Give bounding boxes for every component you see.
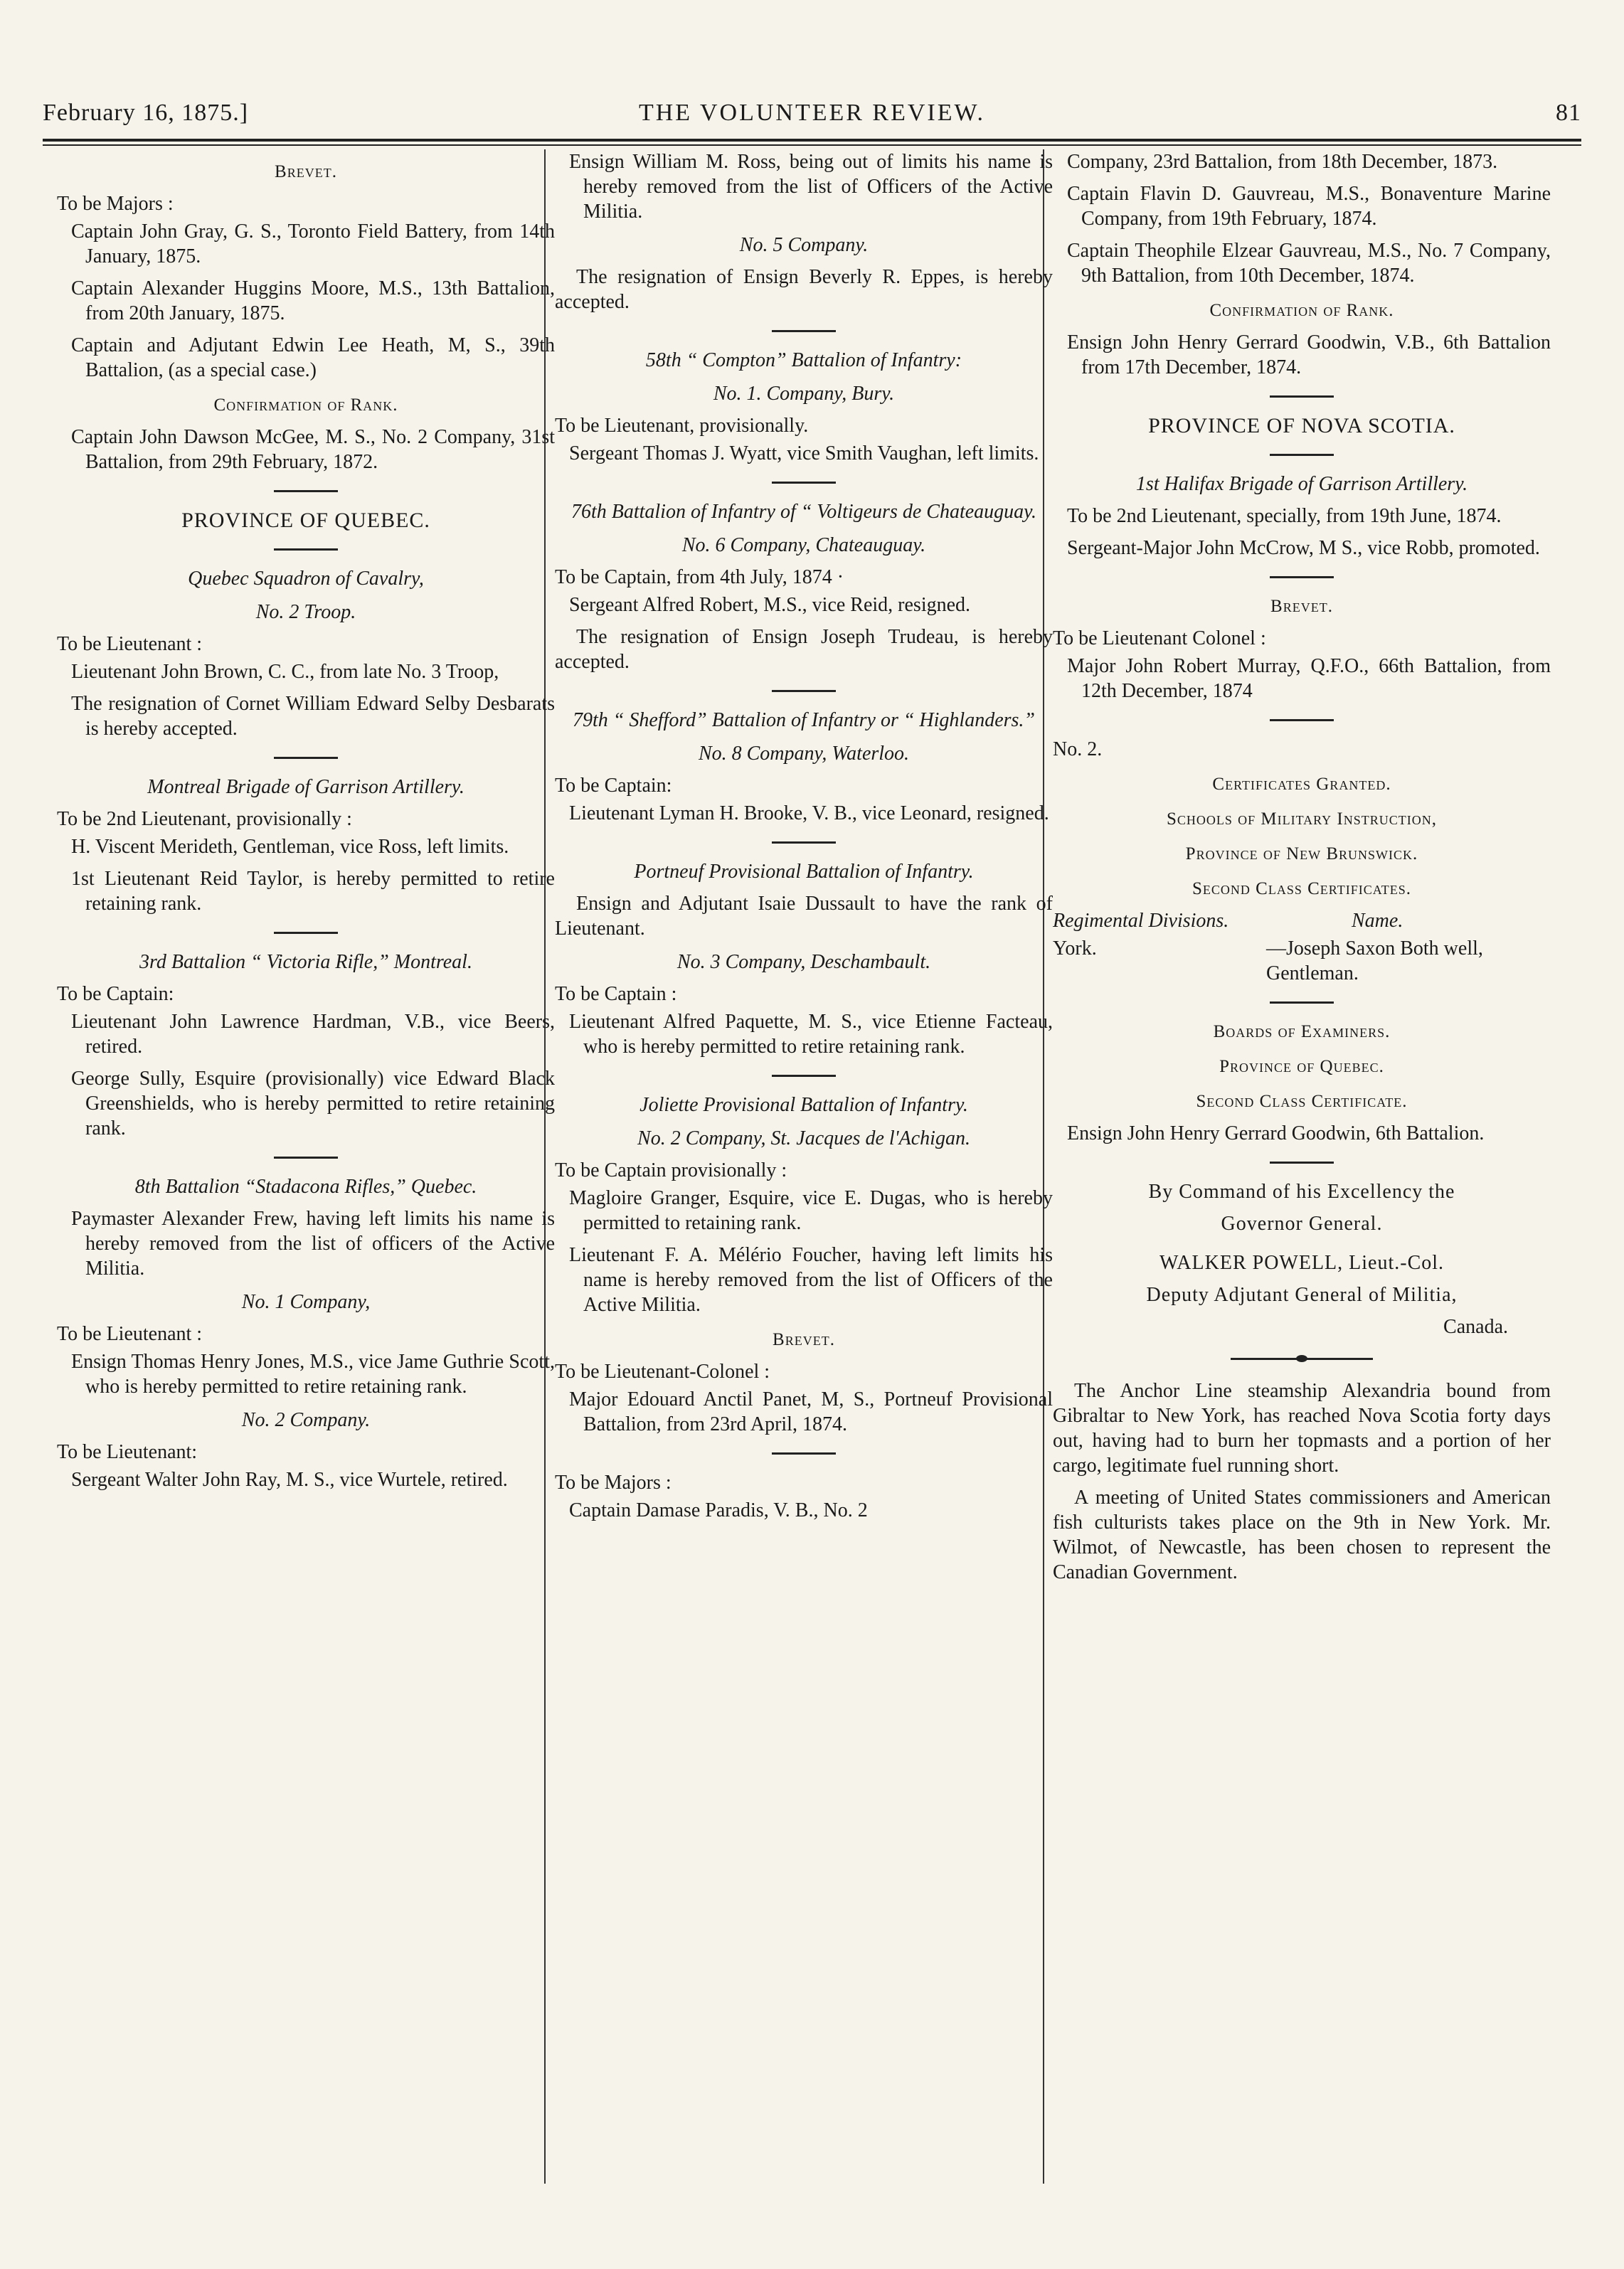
appointment-label: To be Captain:: [555, 775, 672, 797]
certificate-row: [1053, 936, 1551, 961]
subunit-heading: No. 2 Company, St. Jacques de l'Achigan.: [637, 1127, 970, 1149]
entry: Lieutenant F. A. Mélério Foucher, having left limits his name is hereby removed from the list of Officers of the Active Militia.: [569, 1244, 1053, 1316]
subunit-heading: No. 1 Company,: [241, 1291, 371, 1313]
subunit-heading: No. 2 Troop.: [255, 601, 356, 623]
ornamental-divider: [1231, 1358, 1373, 1360]
divider: [772, 1452, 836, 1455]
divider: [772, 841, 836, 844]
appointment-label: To be Lieutenant, provisionally.: [555, 415, 809, 437]
entry: Captain John Gray, G. S., Toronto Field Battery, from 14th January, 1875.: [71, 220, 555, 267]
unit-heading: Portneuf Provisional Battalion of Infantry.: [634, 861, 974, 883]
divider: [772, 1075, 836, 1077]
page-number: 81: [1556, 100, 1581, 126]
entry: George Sully, Esquire (provisionally) vice Edward Black Greenshields, who is hereby permitted to retire retaining rank.: [71, 1068, 555, 1139]
entry: Captain and Adjutant Edwin Lee Heath, M, S., 39th Battalion, (as a special case.): [71, 334, 555, 381]
section-heading: Second Class Certificates.: [1192, 879, 1411, 898]
section-heading: Brevet.: [275, 162, 337, 181]
appointment-label: To be Captain:: [57, 983, 174, 1005]
appointment-label: To be Captain provisionally :: [555, 1159, 787, 1181]
order-number: No. 2.: [1053, 738, 1103, 760]
name-cell: —Joseph Saxon Both well, Gentleman.: [1266, 937, 1483, 984]
divider: [274, 932, 338, 934]
section-heading: Confirmation of Rank.: [1209, 301, 1394, 320]
entry: Magloire Granger, Esquire, vice E. Dugas, who is hereby permitted to retaining rank.: [569, 1187, 1053, 1234]
section-heading: Brevet.: [773, 1330, 835, 1349]
news-item: A meeting of United States commissioners and American fish culturists takes place on the 9th in New York. Mr. Wilmot, of Newcastle, has been chosen to represent the Canadian Government.: [1053, 1487, 1551, 1583]
divider: [274, 1157, 338, 1159]
entry: The resignation of Cornet William Edward Selby Desbarats is hereby accepted.: [71, 693, 555, 740]
header-rule-thin: [43, 144, 1581, 146]
unit-heading: 76th Battalion of Infantry of “ Voltigeurs de Chateauguay.: [570, 501, 1037, 523]
news-item: The Anchor Line steamship Alexandria bound from Gibraltar to New York, has reached Nova Scotia forty days out, having had to burn her topmasts and a portion of her cargo, legitimate fuel running short.: [1053, 1380, 1551, 1477]
divider: [1270, 454, 1334, 456]
entry: Paymaster Alexander Frew, having left limits his name is hereby removed from the list of officers of the Active Militia.: [71, 1208, 555, 1280]
appointment-label: To be 2nd Lieutenant, specially, from 19th June, 1874.: [1067, 505, 1502, 527]
entry: Major Edouard Anctil Panet, M, S., Portneuf Provisional Battalion, from 23rd April, 1874.: [569, 1388, 1053, 1435]
entry: Lieutenant Alfred Paquette, M. S., vice Etienne Facteau, who is hereby permitted to retire retaining rank.: [569, 1011, 1053, 1058]
section-heading: Brevet.: [1270, 597, 1333, 616]
unit-heading: Joliette Provisional Battalion of Infantry.: [639, 1094, 968, 1116]
column-1: [57, 149, 555, 1499]
page-header: [43, 100, 1581, 139]
section-heading: Schools of Military Instruction,: [1166, 809, 1438, 829]
divider: [274, 490, 338, 492]
entry: Captain Damase Paradis, V. B., No. 2: [569, 1499, 868, 1521]
entry: Ensign John Henry Gerrard Goodwin, 6th Battalion.: [1067, 1122, 1485, 1144]
entry: Ensign John Henry Gerrard Goodwin, V.B., 6th Battalion from 17th December, 1874.: [1067, 331, 1551, 378]
column-3: [1053, 149, 1551, 1592]
entry: Lieutenant Lyman H. Brooke, V. B., vice Leonard, resigned.: [569, 802, 1049, 824]
divider: [772, 330, 836, 332]
notice: Ensign and Adjutant Isaie Dussault to have the rank of Lieutenant.: [555, 893, 1053, 940]
entry: 1st Lieutenant Reid Taylor, is hereby permitted to retire retaining rank.: [71, 868, 555, 915]
appointment-label: To be Lieutenant :: [57, 1323, 203, 1345]
notice: The resignation of Ensign Joseph Trudeau, is hereby accepted.: [555, 626, 1053, 673]
entry: Captain Theophile Elzear Gauvreau, M.S., No. 7 Company, 9th Battalion, from 10th December, 1874.: [1067, 240, 1551, 287]
subunit-heading: No. 2 Company.: [241, 1409, 371, 1431]
entry: Sergeant-Major John McCrow, M S., vice Robb, promoted.: [1067, 537, 1540, 559]
subunit-heading: No. 6 Company, Chateauguay.: [681, 534, 926, 556]
divider: [274, 548, 338, 551]
command-line: By Command of his Excellency the: [1148, 1181, 1455, 1203]
entry: Lieutenant John Brown, C. C., from late No. 3 Troop,: [71, 661, 499, 683]
divider: [274, 757, 338, 759]
section-heading: Certificates Granted.: [1212, 775, 1391, 794]
column-2: [555, 149, 1053, 1530]
unit-heading: Montreal Brigade of Garrison Artillery.: [147, 776, 465, 798]
appointment-label: To be Majors :: [555, 1472, 672, 1494]
appointment-label: To be Captain, from 4th July, 1874 ·: [555, 566, 844, 588]
subunit-heading: No. 1. Company, Bury.: [713, 383, 895, 405]
entry: Lieutenant John Lawrence Hardman, V.B., vice Beers, retired.: [71, 1011, 555, 1058]
certificate-table-header: [1053, 908, 1551, 933]
appointment-label: To be Lieutenant :: [57, 633, 203, 655]
signature-title: Deputy Adjutant General of Militia,: [1146, 1284, 1458, 1306]
entry: Ensign Thomas Henry Jones, M.S., vice Jame Guthrie Scott, who is hereby permitted to retire retaining rank.: [71, 1351, 555, 1398]
entry: Sergeant Alfred Robert, M.S., vice Reid, resigned.: [569, 594, 971, 616]
notice: The resignation of Ensign Beverly R. Eppes, is hereby accepted.: [555, 266, 1053, 313]
unit-heading: 79th “ Shefford” Battalion of Infantry or “ Highlanders.”: [572, 709, 1035, 731]
province-heading: PROVINCE OF NOVA SCOTIA.: [1148, 414, 1455, 437]
entry: Captain Flavin D. Gauvreau, M.S., Bonaventure Marine Company, from 19th February, 1874.: [1067, 183, 1551, 230]
divider: [1270, 395, 1334, 398]
divider: [1270, 719, 1334, 721]
appointment-label: To be Lieutenant Colonel :: [1053, 627, 1266, 649]
divider: [1270, 576, 1334, 578]
unit-heading: 1st Halifax Brigade of Garrison Artillery.: [1135, 473, 1468, 495]
unit-heading: 8th Battalion “Stadacona Rifles,” Quebec.: [134, 1176, 477, 1198]
appointment-label: To be Majors :: [57, 193, 174, 215]
column-header-name: Name.: [1352, 910, 1403, 932]
province-heading: PROVINCE OF QUEBEC.: [181, 509, 430, 532]
unit-heading: Quebec Squadron of Cavalry,: [188, 568, 424, 590]
masthead-title: THE VOLUNTEER REVIEW.: [638, 100, 985, 126]
entry: Sergeant Walter John Ray, M. S., vice Wurtele, retired.: [71, 1469, 508, 1491]
divider: [772, 482, 836, 484]
appointment-label: To be Captain :: [555, 983, 677, 1005]
appointment-label: To be Lieutenant-Colonel :: [555, 1361, 770, 1383]
signature-country: Canada.: [1443, 1316, 1508, 1338]
subunit-heading: No. 8 Company, Waterloo.: [698, 743, 910, 765]
unit-heading: 3rd Battalion “ Victoria Rifle,” Montreal.: [139, 951, 472, 973]
entry: Company, 23rd Battalion, from 18th December, 1873.: [1067, 151, 1498, 173]
entry: Captain Alexander Huggins Moore, M.S., 13th Battalion, from 20th January, 1875.: [71, 277, 555, 324]
entry: Major John Robert Murray, Q.F.O., 66th Battalion, from 12th December, 1874: [1067, 655, 1551, 702]
issue-date: February 16, 1875.]: [43, 100, 249, 126]
appointment-label: To be 2nd Lieutenant, provisionally :: [57, 808, 352, 830]
header-rule: [43, 139, 1581, 142]
divider: [772, 690, 836, 692]
divider: [1270, 1001, 1334, 1004]
unit-heading: 58th “ Compton” Battalion of Infantry:: [645, 349, 962, 371]
appointment-label: To be Lieutenant:: [57, 1441, 198, 1463]
section-heading: Province of Quebec.: [1219, 1057, 1384, 1076]
column-header-divisions: Regimental Divisions.: [1053, 910, 1229, 932]
command-line: Governor General.: [1221, 1213, 1383, 1235]
subunit-heading: No. 5 Company.: [739, 234, 869, 256]
division-cell: York.: [1053, 937, 1097, 960]
section-heading: Province of New Brunswick.: [1185, 844, 1418, 864]
subunit-heading: No. 3 Company, Deschambault.: [676, 951, 931, 973]
entry: H. Viscent Merideth, Gentleman, vice Ross, left limits.: [71, 836, 509, 858]
signature-name: WALKER POWELL, Lieut.-Col.: [1159, 1252, 1445, 1274]
entry: Captain John Dawson McGee, M. S., No. 2 Company, 31st Battalion, from 29th February, 1872.: [71, 426, 555, 473]
section-heading: Confirmation of Rank.: [213, 395, 398, 415]
section-heading: Second Class Certificate.: [1196, 1092, 1408, 1111]
divider: [1270, 1162, 1334, 1164]
entry: Ensign William M. Ross, being out of limits his name is hereby removed from the list of Officers of the Active Militia.: [569, 151, 1053, 223]
entry: Sergeant Thomas J. Wyatt, vice Smith Vaughan, left limits.: [569, 442, 1039, 464]
section-heading: Boards of Examiners.: [1213, 1022, 1391, 1041]
